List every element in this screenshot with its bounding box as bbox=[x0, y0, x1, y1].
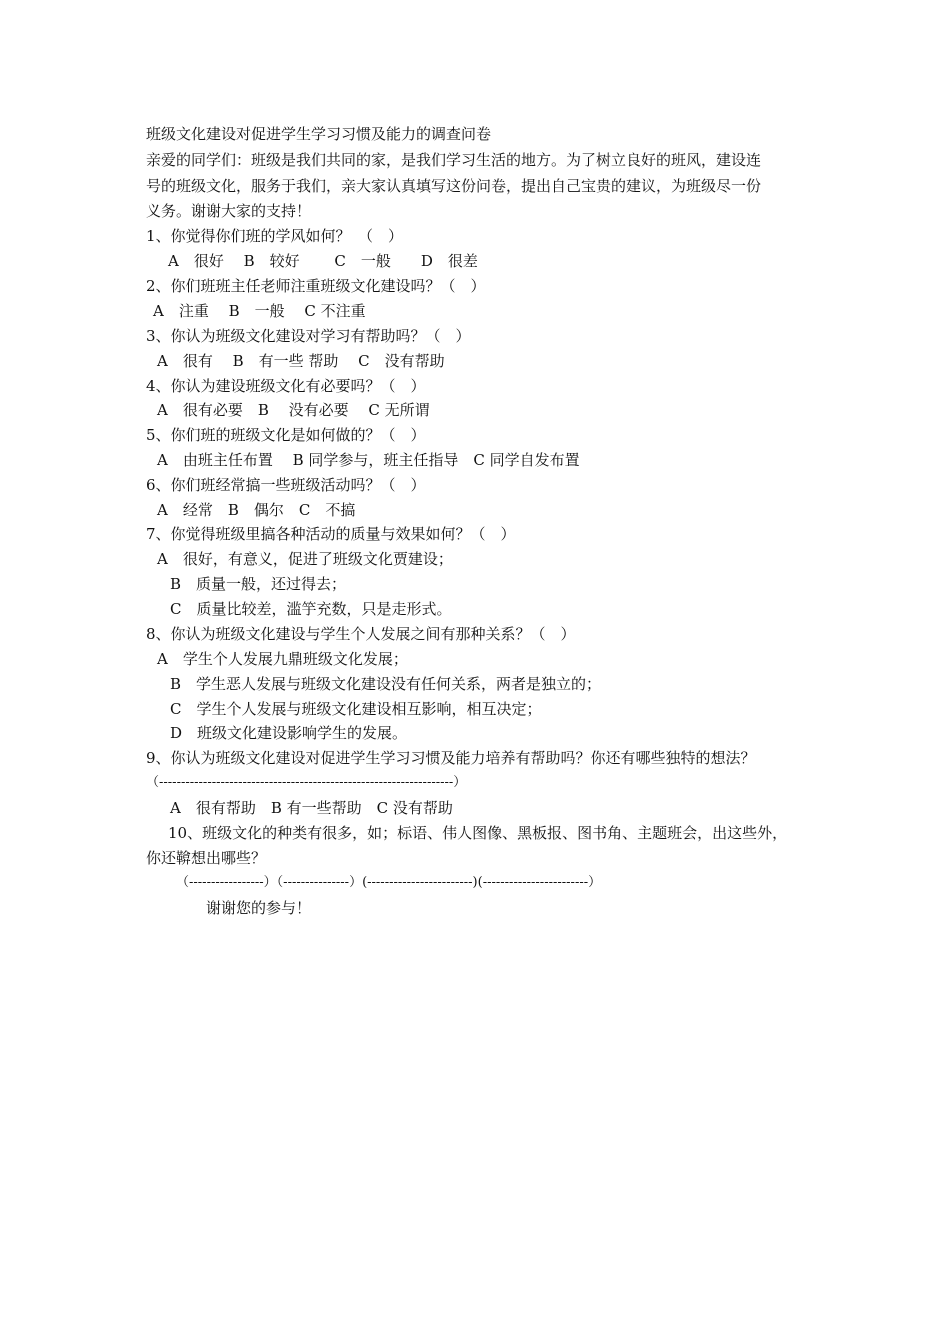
question-8-option-b: B 学生恶人发展与班级文化建设没有任何关系，两者是独立的； bbox=[170, 675, 602, 693]
question-7-option-b: B 质量一般，还过得去； bbox=[170, 575, 347, 593]
question-9-options: A 很有帮助 B 有一些帮助 C 没有帮助 bbox=[170, 799, 453, 817]
question-7-option-c: C 质量比较差，滥竽充数，只是走形式。 bbox=[170, 600, 452, 618]
question-7-option-a: A 很好，有意义，促进了班级文化贾建设； bbox=[157, 550, 453, 568]
intro-line-3: 义务。谢谢大家的支持！ bbox=[146, 202, 312, 220]
question-8-option-d: D 班级文化建设影响学生的发展。 bbox=[170, 724, 408, 742]
question-6-options: A 经常 B 偶尔 C 不搞 bbox=[157, 501, 356, 519]
question-2: 2、你们班班主任老师注重班级文化建设吗？（ ） bbox=[146, 277, 486, 295]
question-9-answer-blank: （-------------------------------------------------------------------） bbox=[146, 775, 467, 790]
question-1: 1、你觉得你们班的学风如何？ （ ） bbox=[146, 227, 404, 245]
question-4: 4、你认为建设班级文化有必要吗？（ ） bbox=[146, 377, 426, 395]
question-6: 6、你们班经常搞一些班级活动吗？（ ） bbox=[146, 476, 426, 494]
question-2-options: A 注重 B 一般 C 不注重 bbox=[153, 302, 366, 320]
intro-line-2: 号的班级文化，服务于我们，亲大家认真填写这份问卷，提出自己宝贵的建议，为班级尽一份 bbox=[146, 177, 762, 195]
question-9: 9、你认为班级文化建设对促进学生学习习惯及能力培养有帮助吗？你还有哪些独特的想法？ bbox=[146, 749, 756, 767]
question-4-options: A 很有必要 B 没有必要 C 无所谓 bbox=[157, 401, 430, 419]
question-1-options: A 很好 B 较好 C 一般 D 很差 bbox=[168, 252, 478, 270]
question-5-options: A 由班主任布置 B 同学参与，班主任指导 C 同学自发布置 bbox=[157, 451, 580, 469]
question-7: 7、你觉得班级里搞各种活动的质量与效果如何？（ ） bbox=[146, 525, 516, 543]
question-10: 10、班级文化的种类有很多，如；标语、伟人图像、黑板报、图书角、主题班会，出这些外， bbox=[168, 824, 788, 842]
closing-thanks: 谢谢您的参与！ bbox=[206, 899, 312, 917]
question-10-continued: 你还鞥想出哪些？ bbox=[146, 849, 267, 867]
question-3: 3、你认为班级文化建设对学习有帮助吗？（ ） bbox=[146, 327, 471, 345]
intro-line-1: 亲爱的同学们：班级是我们共同的家，是我们学习生活的地方。为了树立良好的班风，建设连 bbox=[146, 151, 762, 169]
question-8-option-c: C 学生个人发展与班级文化建设相互影响，相互决定； bbox=[170, 700, 542, 718]
question-8-option-a: A 学生个人发展九鼎班级文化发展； bbox=[157, 650, 408, 668]
document-title: 班级文化建设对促进学生学习习惯及能力的调查问卷 bbox=[146, 125, 492, 143]
question-10-answer-blanks: （-----------------）（---------------）(------------------------)(------------------------） bbox=[176, 875, 602, 890]
question-5: 5、你们班的班级文化是如何做的？（ ） bbox=[146, 426, 426, 444]
question-3-options: A 很有 B 有一些 帮助 C 没有帮助 bbox=[157, 352, 445, 370]
question-8: 8、你认为班级文化建设与学生个人发展之间有那种关系？（ ） bbox=[146, 625, 576, 643]
